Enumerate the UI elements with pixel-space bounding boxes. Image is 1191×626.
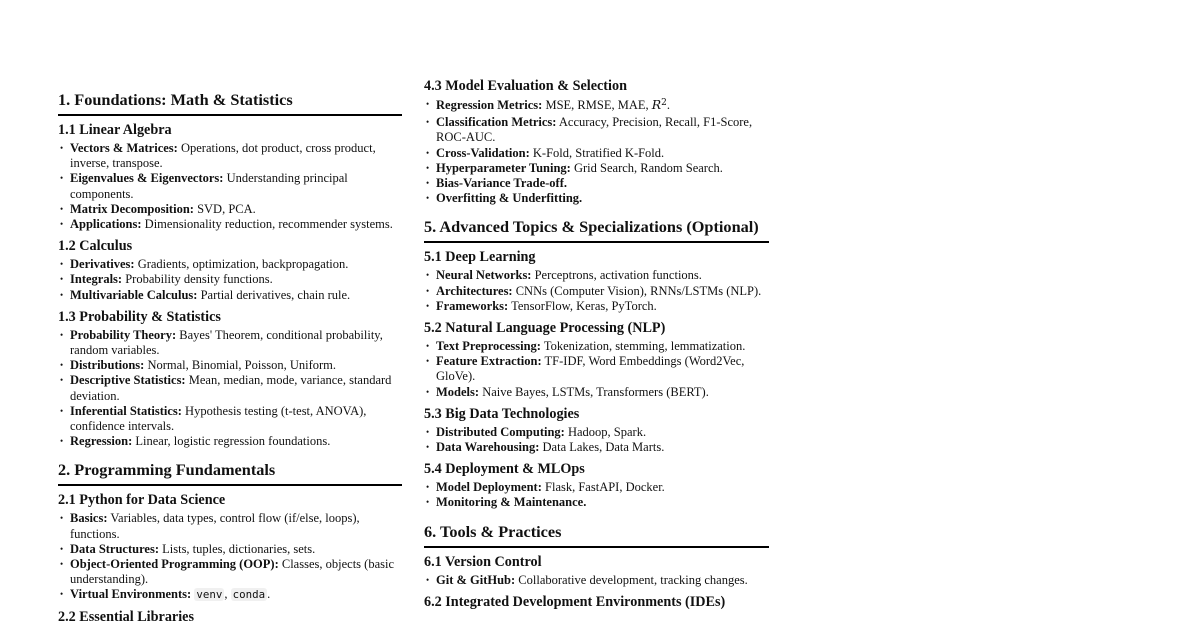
text-segment: . (267, 587, 271, 602)
text-segment-bold: Multivariable Calculus: (70, 287, 198, 302)
text-segment-bold: Git & GitHub: (436, 572, 516, 587)
inline-code: conda (232, 588, 266, 602)
list-item (58, 434, 402, 449)
text-segment: TF-IDF, Word Embeddings (Word2Vec, GloVe). (436, 354, 745, 384)
bullet-list (58, 511, 402, 602)
text-segment-bold: Regression Metrics: (436, 98, 543, 112)
subsection-heading: 2.2 Essential Libraries (58, 608, 194, 625)
text-segment: Operations, dot product, cross product, inverse, transpose. (70, 141, 376, 171)
text-segment: SVD, PCA. (193, 201, 256, 216)
text-segment-bold: Models: (436, 384, 480, 399)
text-segment-bold: Regression: (70, 434, 133, 449)
text-segment: Tokenization, stemming, lemmatization. (540, 339, 746, 354)
list-item (58, 171, 402, 201)
section-heading: 2. Programming Fundamentals (58, 460, 402, 486)
document-column-left (58, 0, 402, 626)
bullet-list (58, 141, 402, 232)
list-item (424, 299, 769, 314)
text-segment-bold: Bias-Variance Trade-off. (436, 176, 568, 191)
bullet-list (424, 268, 769, 314)
list-item (424, 115, 769, 145)
text-segment: Collaborative development, tracking changes. (515, 572, 748, 587)
text-segment-bold: Hyperparameter Tuning: (436, 160, 571, 175)
section-heading: 1. Foundations: Math & Statistics (58, 90, 402, 116)
list-item (58, 542, 402, 557)
text-segment-bold: Neural Networks: (436, 268, 532, 283)
text-segment-bold: Basics: (70, 511, 108, 526)
list-item (58, 373, 402, 403)
text-segment: Dimensionality reduction, recommender systems. (141, 217, 393, 232)
text-segment: Naive Bayes, LSTMs, Transformers (BERT). (479, 384, 709, 399)
text-segment-bold: Monitoring & Maintenance. (436, 495, 587, 510)
subsection-heading: 6.1 Version Control (424, 553, 542, 570)
text-segment: Normal, Binomial, Poisson, Uniform. (144, 358, 336, 373)
list-item (58, 557, 402, 587)
text-segment: Gradients, optimization, backpropagation. (134, 257, 349, 272)
text-segment: Classes, objects (basic understanding). (70, 557, 395, 587)
text-segment: Hadoop, Spark. (564, 424, 647, 439)
document-column-right (424, 0, 769, 613)
text-segment: Probability density functions. (122, 272, 273, 287)
list-item (424, 385, 769, 400)
text-segment: TensorFlow, Keras, PyTorch. (508, 298, 657, 313)
list-item (424, 161, 769, 176)
list-item (424, 425, 769, 440)
text-segment: MSE, RMSE, MAE, (542, 98, 652, 112)
subsection-heading: 5.1 Deep Learning (424, 249, 536, 266)
section-heading: 5. Advanced Topics & Specializations (Optional) (424, 217, 769, 243)
subsection-heading: 4.3 Model Evaluation & Selection (424, 78, 627, 94)
text-segment-bold: Applications: (70, 217, 142, 232)
text-segment-bold: Overfitting & Underfitting. (436, 191, 583, 206)
list-item (58, 272, 402, 287)
text-segment-bold: Model Deployment: (436, 480, 542, 495)
list-item (58, 404, 402, 434)
bullet-list (58, 328, 402, 450)
list-item (58, 328, 402, 358)
bullet-list (58, 257, 402, 303)
text-segment: Linear, logistic regression foundations. (132, 434, 331, 449)
text-segment: Flask, FastAPI, Docker. (541, 480, 665, 495)
text-segment-bold: Data Warehousing: (436, 440, 540, 455)
list-item (424, 573, 769, 588)
text-segment: CNNs (Computer Vision), RNNs/LSTMs (NLP). (512, 283, 762, 298)
list-item (424, 176, 769, 191)
text-segment-bold: Virtual Environments: (70, 587, 192, 602)
list-item (424, 354, 769, 384)
text-segment: Understanding principal components. (70, 171, 348, 201)
text-segment-bold: Data Structures: (70, 541, 159, 556)
math-symbol: R (651, 97, 662, 112)
text-segment-bold: Derivatives: (70, 257, 135, 272)
list-item (424, 480, 769, 495)
list-item (58, 358, 402, 373)
list-item (424, 339, 769, 354)
subsection-heading: 5.4 Deployment & MLOps (424, 461, 585, 478)
text-segment: Hypothesis testing (t-test, ANOVA), confidence intervals. (70, 403, 367, 434)
text-segment: Partial derivatives, chain rule. (197, 287, 351, 302)
text-segment: . (666, 98, 671, 112)
subsection-heading: 1.3 Probability & Statistics (58, 308, 221, 325)
bullet-list (424, 339, 769, 400)
text-segment: Mean, median, mode, variance, standard deviation. (70, 373, 392, 403)
text-segment: Data Lakes, Data Marts. (539, 440, 665, 455)
text-segment-bold: Probability Theory: (70, 327, 177, 342)
subsection-heading: 1.2 Calculus (58, 238, 133, 255)
subsection-heading: 5.3 Big Data Technologies (424, 405, 580, 422)
text-segment-bold: Integrals: (70, 272, 123, 287)
text-segment-bold: Descriptive Statistics: (70, 373, 186, 388)
list-item (58, 257, 402, 272)
list-item (58, 217, 402, 232)
list-item (424, 146, 769, 161)
section-heading: 6. Tools & Practices (424, 522, 769, 548)
subsection-heading: 6.2 Integrated Development Environments (IDEs) (424, 593, 726, 610)
text-segment-bold: Frameworks: (436, 298, 509, 313)
list-item (58, 587, 402, 602)
text-segment-bold: Architectures: (436, 283, 513, 298)
math-superscript: 2 (661, 97, 667, 108)
text-segment-bold: Distributions: (70, 358, 145, 373)
list-item (424, 97, 769, 115)
subsection-heading: 2.1 Python for Data Science (58, 492, 226, 509)
subsection-heading: 5.2 Natural Language Processing (NLP) (424, 320, 666, 337)
text-segment: Grid Search, Random Search. (570, 160, 723, 175)
text-segment-bold: Object-Oriented Programming (OOP): (70, 557, 279, 572)
text-segment-bold: Feature Extraction: (436, 354, 542, 369)
list-item (424, 191, 769, 206)
bullet-list (424, 573, 769, 588)
bullet-list (424, 425, 769, 455)
inline-code: venv (196, 588, 223, 602)
text-segment: , (224, 587, 231, 602)
text-segment-bold: Vectors & Matrices: (70, 141, 178, 155)
bullet-list (424, 480, 769, 510)
text-segment-bold: Distributed Computing: (436, 424, 565, 439)
bullet-list (424, 97, 769, 206)
text-segment: Variables, data types, control flow (if/else, loops), functions. (70, 511, 360, 541)
text-segment-bold: Classification Metrics: (436, 115, 557, 130)
text-segment-bold: Eigenvalues & Eigenvectors: (70, 171, 224, 186)
text-segment-bold: Inferential Statistics: (70, 403, 182, 418)
list-item (424, 268, 769, 283)
text-segment-bold: Cross-Validation: (436, 145, 530, 160)
text-segment: Bayes' Theorem, conditional probability, random variables. (70, 327, 383, 358)
text-segment: Lists, tuples, dictionaries, sets. (159, 541, 316, 556)
list-item (58, 141, 402, 171)
list-item (424, 495, 769, 510)
text-segment-bold: Matrix Decomposition: (70, 201, 194, 216)
text-segment-bold: Text Preprocessing: (436, 339, 541, 354)
list-item (58, 511, 402, 541)
text-segment: Perceptrons, activation functions. (531, 268, 702, 283)
subsection-heading: 1.1 Linear Algebra (58, 122, 172, 138)
text-segment: Accuracy, Precision, Recall, F1-Score, ROC-AUC. (436, 115, 753, 145)
text-segment: K-Fold, Stratified K-Fold. (529, 145, 665, 160)
list-item (58, 202, 402, 217)
list-item (424, 284, 769, 299)
list-item (58, 288, 402, 303)
list-item (424, 440, 769, 455)
